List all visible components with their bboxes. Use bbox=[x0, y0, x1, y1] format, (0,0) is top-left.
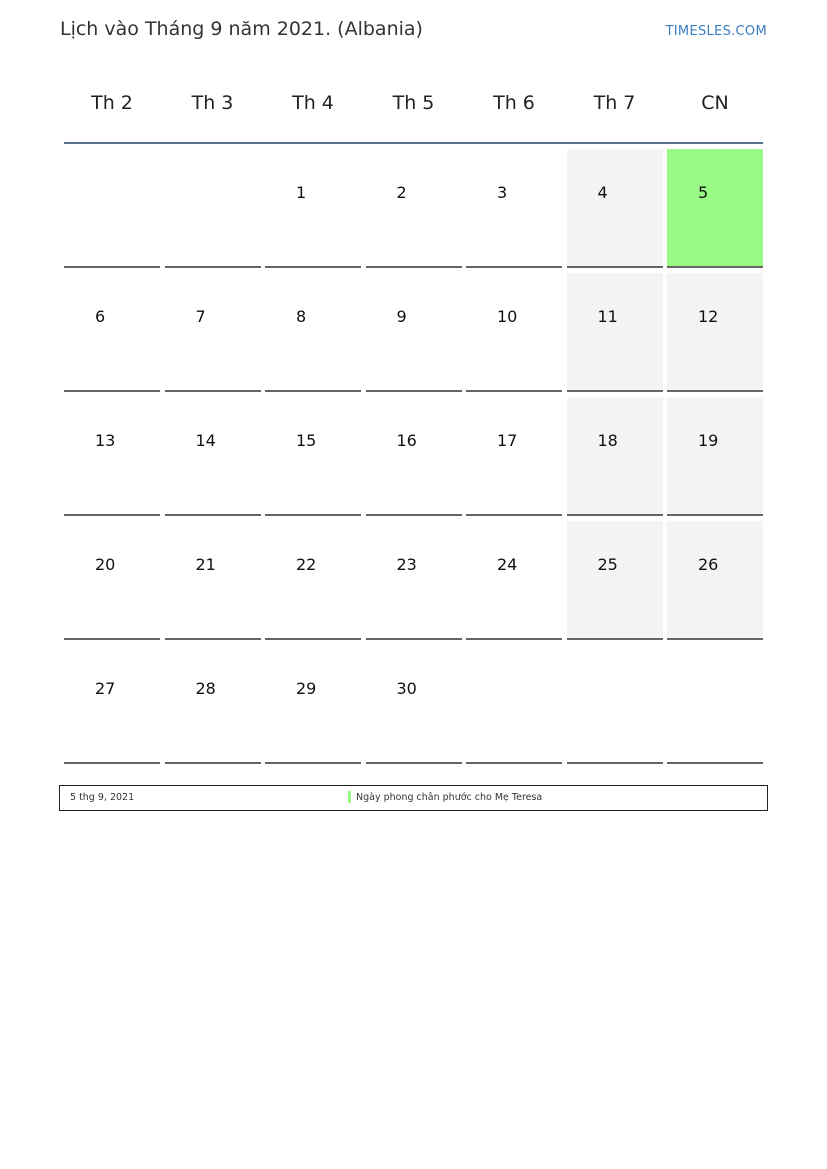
calendar-day[interactable] bbox=[667, 149, 763, 268]
day-number: 11 bbox=[597, 307, 618, 326]
day-number: 30 bbox=[396, 679, 417, 698]
calendar-day[interactable] bbox=[265, 397, 361, 516]
day-number: 20 bbox=[95, 555, 116, 574]
weekday-header bbox=[64, 62, 763, 144]
day-number: 19 bbox=[698, 431, 719, 450]
calendar-day[interactable] bbox=[466, 397, 562, 516]
day-number: 21 bbox=[195, 555, 216, 574]
day-number: 25 bbox=[597, 555, 618, 574]
calendar-day[interactable] bbox=[567, 273, 663, 392]
calendar-day[interactable] bbox=[366, 273, 462, 392]
weekday-thu: Th 5 bbox=[392, 92, 435, 114]
calendar-week bbox=[64, 521, 763, 640]
day-number: 5 bbox=[698, 183, 709, 202]
holiday-legend bbox=[59, 785, 768, 811]
day-number: 9 bbox=[396, 307, 407, 326]
day-number: 17 bbox=[497, 431, 518, 450]
calendar-day[interactable] bbox=[165, 397, 261, 516]
calendar-day[interactable] bbox=[165, 521, 261, 640]
weekday-mon: Th 2 bbox=[91, 92, 133, 114]
calendar-day[interactable] bbox=[366, 521, 462, 640]
calendar-day[interactable] bbox=[64, 645, 160, 764]
day-number: 23 bbox=[396, 555, 417, 574]
day-number: 27 bbox=[95, 679, 116, 698]
calendar-day[interactable] bbox=[567, 149, 663, 268]
day-number: 22 bbox=[296, 555, 317, 574]
calendar-day[interactable] bbox=[265, 645, 361, 764]
legend-holiday-name: Ngày phong chân phước cho Mẹ Teresa bbox=[356, 792, 543, 803]
day-number: 2 bbox=[396, 183, 407, 202]
calendar-day[interactable] bbox=[64, 397, 160, 516]
day-number: 13 bbox=[95, 431, 116, 450]
calendar-weeks bbox=[64, 149, 763, 764]
calendar-day[interactable] bbox=[466, 149, 562, 268]
calendar-day[interactable] bbox=[366, 645, 462, 764]
day-number: 28 bbox=[195, 679, 216, 698]
calendar-day[interactable] bbox=[667, 397, 763, 516]
calendar-week bbox=[64, 645, 763, 764]
calendar-day[interactable] bbox=[165, 273, 261, 392]
calendar-day-empty bbox=[165, 149, 261, 268]
calendar-day[interactable] bbox=[667, 273, 763, 392]
weekday-wed: Th 4 bbox=[292, 92, 334, 114]
calendar-day-empty bbox=[667, 645, 763, 764]
weekday-sat: Th 7 bbox=[593, 92, 636, 114]
day-number: 3 bbox=[497, 183, 508, 202]
day-number: 14 bbox=[195, 431, 216, 450]
calendar-day-empty bbox=[64, 149, 160, 268]
page-title: Lịch vào Tháng 9 năm 2021. (Albania) bbox=[60, 18, 423, 40]
calendar-day[interactable] bbox=[366, 397, 462, 516]
calendar-week bbox=[64, 397, 763, 516]
calendar-day[interactable] bbox=[466, 521, 562, 640]
calendar-day[interactable] bbox=[265, 273, 361, 392]
day-number: 6 bbox=[95, 307, 106, 326]
calendar-day[interactable] bbox=[265, 149, 361, 268]
weekday-sun: CN bbox=[701, 92, 729, 114]
day-number: 15 bbox=[296, 431, 317, 450]
calendar-day[interactable] bbox=[567, 397, 663, 516]
weekday-tue: Th 3 bbox=[191, 92, 234, 114]
calendar-day[interactable] bbox=[466, 273, 562, 392]
day-number: 12 bbox=[698, 307, 719, 326]
day-number: 1 bbox=[296, 183, 307, 202]
day-number: 24 bbox=[497, 555, 518, 574]
calendar-grid bbox=[64, 62, 763, 764]
calendar-day[interactable] bbox=[366, 149, 462, 268]
day-number: 29 bbox=[296, 679, 317, 698]
day-number: 18 bbox=[597, 431, 618, 450]
calendar-week bbox=[64, 149, 763, 268]
day-number: 10 bbox=[497, 307, 518, 326]
day-number: 26 bbox=[698, 555, 719, 574]
calendar-day[interactable] bbox=[667, 521, 763, 640]
holiday-color-marker bbox=[348, 791, 351, 803]
calendar-day[interactable] bbox=[64, 521, 160, 640]
brand-link[interactable]: TIMESLES.COM bbox=[665, 24, 767, 39]
calendar-week bbox=[64, 273, 763, 392]
day-number: 16 bbox=[396, 431, 417, 450]
calendar-day-empty bbox=[567, 645, 663, 764]
calendar-day[interactable] bbox=[265, 521, 361, 640]
day-number: 8 bbox=[296, 307, 307, 326]
day-number: 7 bbox=[195, 307, 206, 326]
day-number: 4 bbox=[597, 183, 608, 202]
calendar-day-empty bbox=[466, 645, 562, 764]
calendar-day[interactable] bbox=[64, 273, 160, 392]
calendar-day[interactable] bbox=[165, 645, 261, 764]
weekday-fri: Th 6 bbox=[493, 92, 535, 114]
calendar-day[interactable] bbox=[567, 521, 663, 640]
legend-date: 5 thg 9, 2021 bbox=[70, 792, 135, 803]
